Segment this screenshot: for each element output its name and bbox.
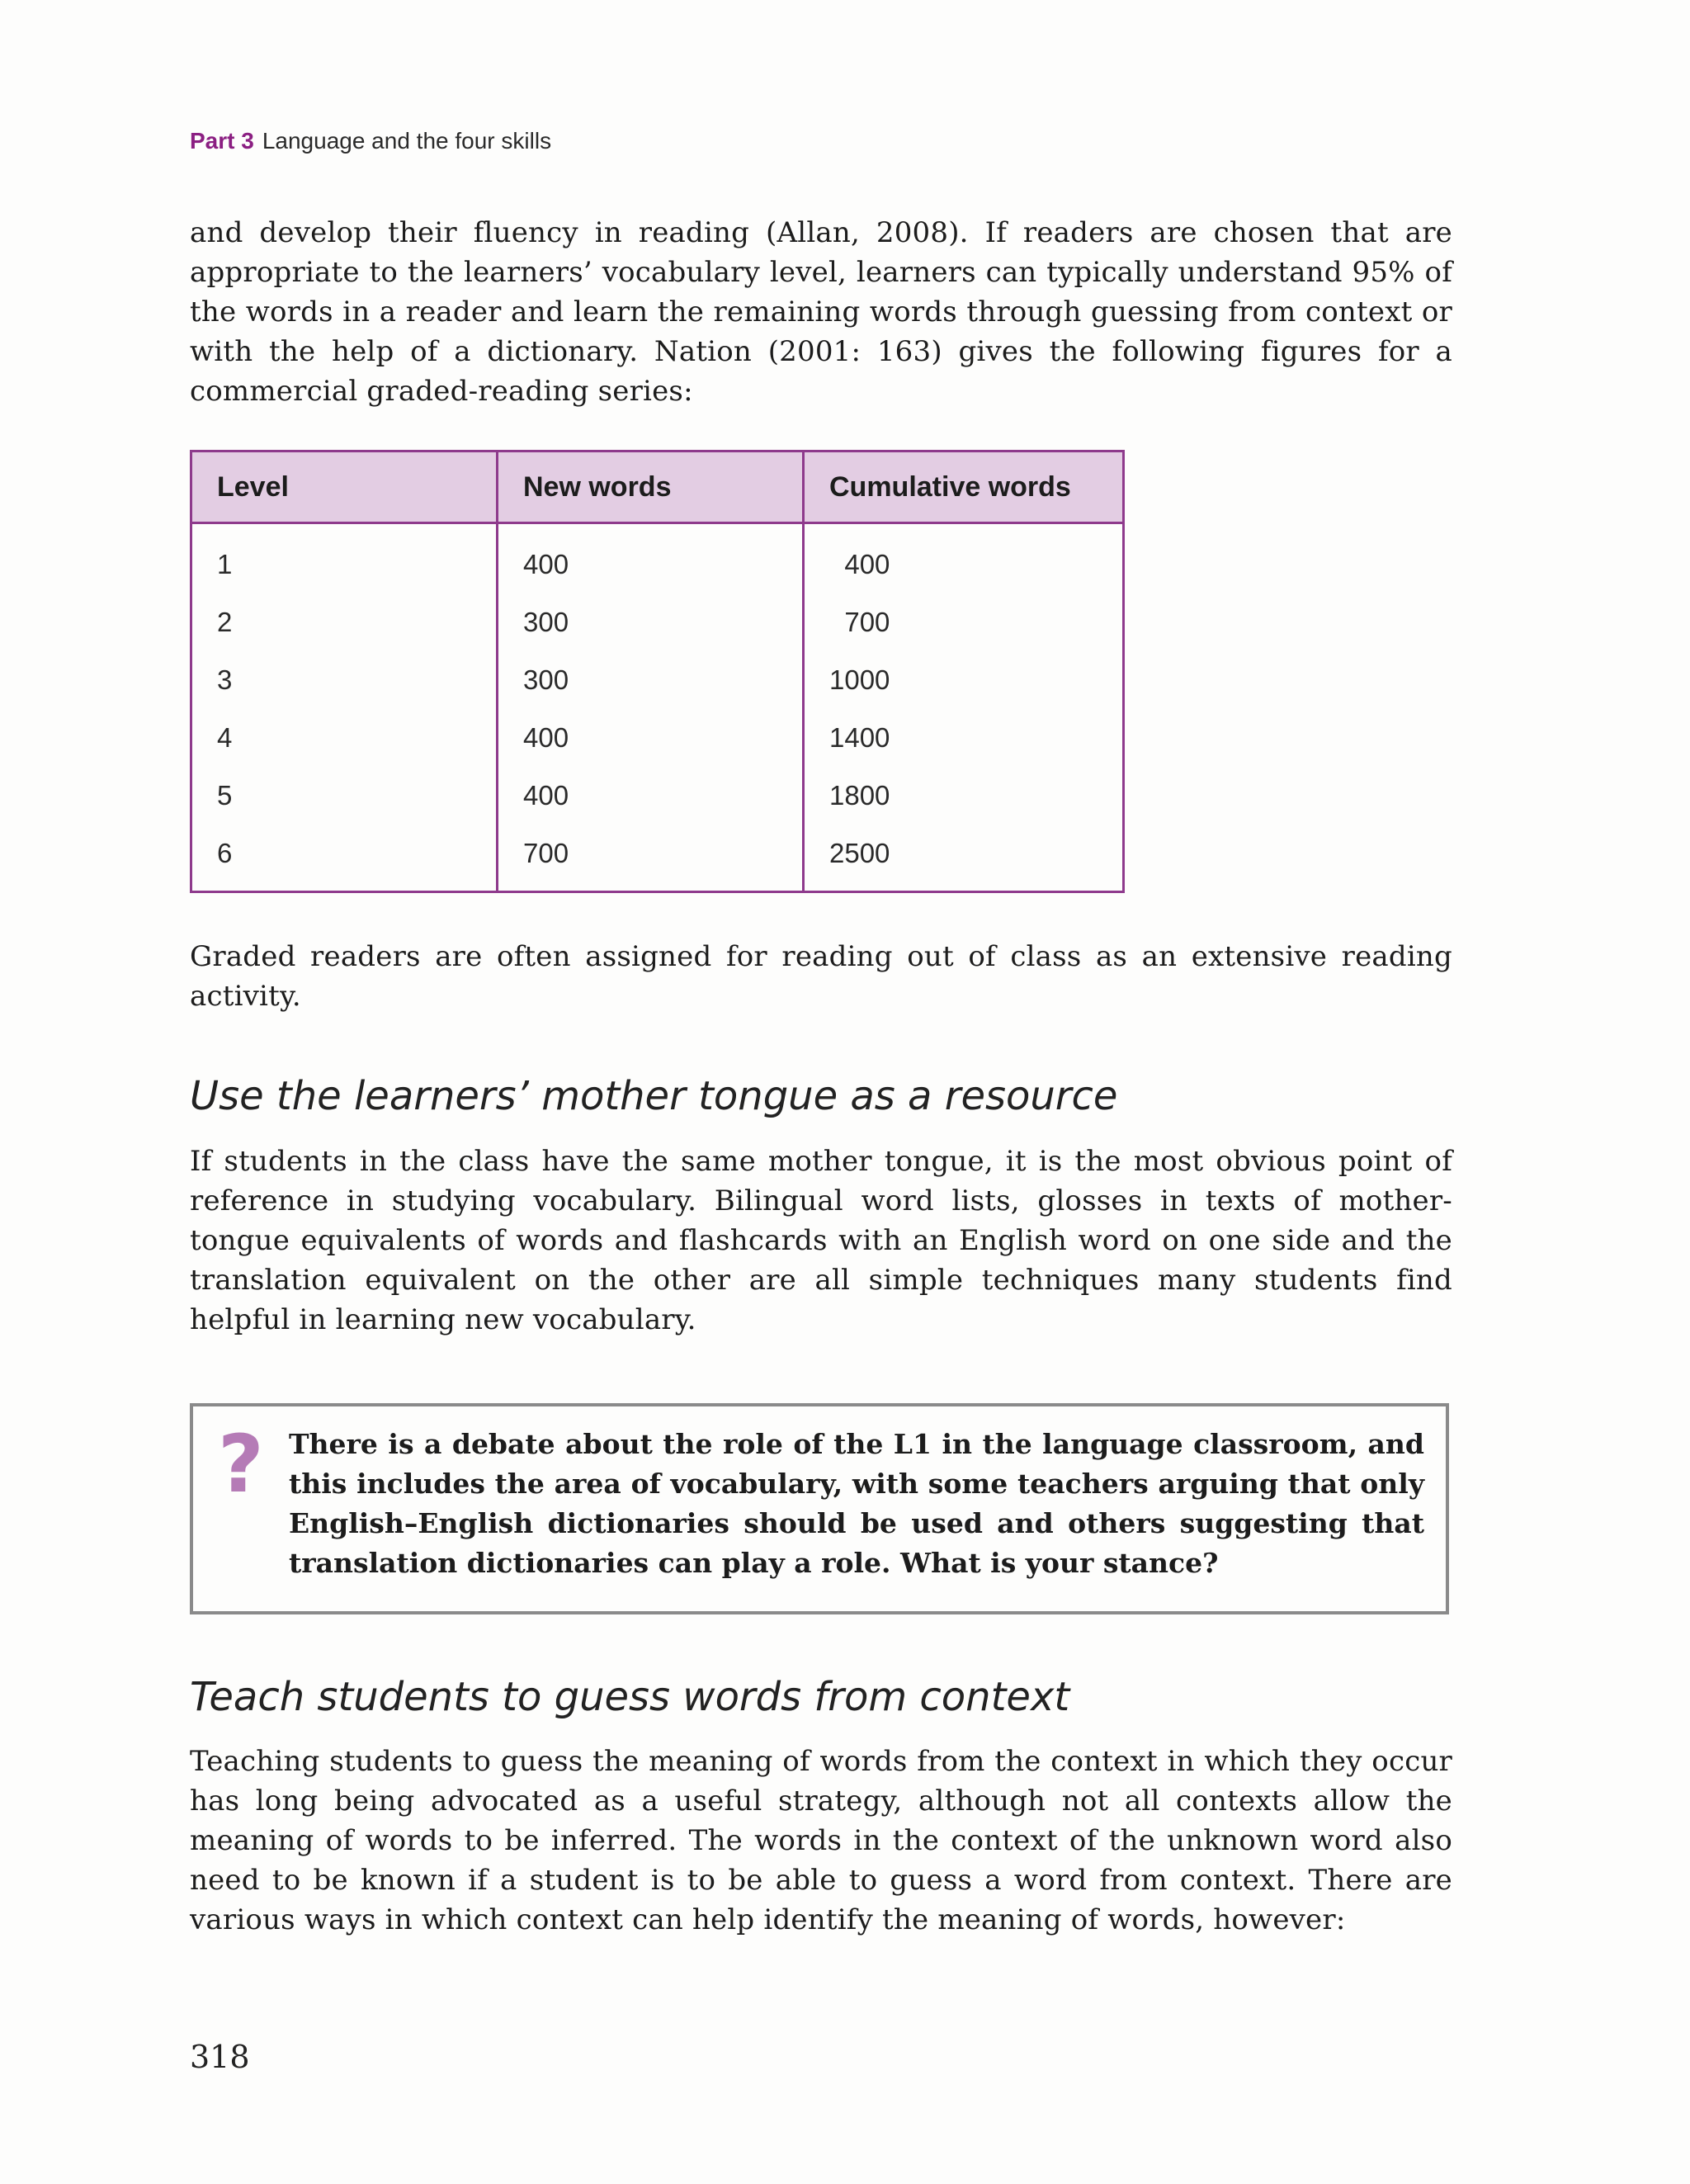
heading-guess-from-context: Teach students to guess words from context (190, 1674, 1070, 1720)
table-row (191, 709, 1124, 767)
cell-level: 1 (191, 523, 498, 594)
cell-level: 6 (191, 825, 498, 892)
cell-new-words: 400 (498, 709, 804, 767)
table-row (191, 523, 1124, 594)
question-mark-icon: ? (218, 1418, 264, 1510)
cell-level: 3 (191, 651, 498, 709)
cell-new-words: 300 (498, 593, 804, 651)
cell-new-words: 400 (498, 767, 804, 825)
paragraph-intro: and develop their fluency in reading (Allan, 2008). If readers are chosen that are appropriate to the learners’ vocabulary level, learners can typically understand 95% of the words in a reader and learn the remaining words through guessing from context or with the help of a dictionary. Nation (2001: 163) gives the following figures for a commercial graded-reading series: (190, 216, 1452, 408)
cell-cumulative: 1000 (829, 664, 890, 695)
cell-cumulative: 2500 (829, 838, 890, 868)
page-number: 318 (190, 2039, 250, 2075)
table-row (191, 825, 1124, 892)
paragraph-graded-readers: Graded readers are often assigned for reading out of class as an extensive reading activity. (190, 940, 1452, 1013)
cell-cumulative: 1400 (829, 722, 890, 753)
table-header-row (191, 451, 1124, 523)
cell-level: 4 (191, 709, 498, 767)
header-level: Level (191, 451, 498, 523)
running-head-title: Language and the four skills (262, 128, 552, 154)
table-row (191, 767, 1124, 825)
paragraph-mother-tongue: If students in the class have the same mother tongue, it is the most obvious point of reference in studying vocabulary. Bilingual word lists, glosses in texts of mother-tongue equivalents of words and flashcards with an English word on one side and the translation equivalent on the other are all simple techniques many students find helpful in learning new vocabulary. (190, 1145, 1452, 1336)
cell-new-words: 700 (498, 825, 804, 892)
running-head (190, 128, 551, 154)
heading-mother-tongue: Use the learners’ mother tongue as a resource (190, 1073, 1118, 1119)
cell-new-words: 300 (498, 651, 804, 709)
cell-cumulative: 700 (829, 607, 890, 637)
cell-new-words: 400 (498, 523, 804, 594)
cell-level: 5 (191, 767, 498, 825)
cell-cumulative: 400 (829, 549, 890, 579)
header-cumulative-words: Cumulative words (804, 451, 1124, 523)
question-text: There is a debate about the role of the L1 in the language classroom, and this includes the area of vocabulary, with some teachers arguing that only English–English dictionaries should be used and others suggesting that translation dictionaries can play a role. What is your stance? (289, 1428, 1424, 1579)
table-row (191, 651, 1124, 709)
part-label: Part 3 (190, 128, 254, 154)
cell-level: 2 (191, 593, 498, 651)
paragraph-guess-from-context: Teaching students to guess the meaning of words from the context in which they occur has long being advocated as a useful strategy, although not all contexts allow the meaning of words to be inferred. The words in the context of the unknown word also need to be known if a student is to be able to guess a word from context. There are various ways in which context can help identify the meaning of words, however: (190, 1745, 1452, 1936)
graded-reading-table (190, 450, 1125, 893)
header-new-words: New words (498, 451, 804, 523)
table-row (191, 593, 1124, 651)
discussion-question-box (190, 1403, 1449, 1614)
cell-cumulative: 1800 (829, 780, 890, 811)
